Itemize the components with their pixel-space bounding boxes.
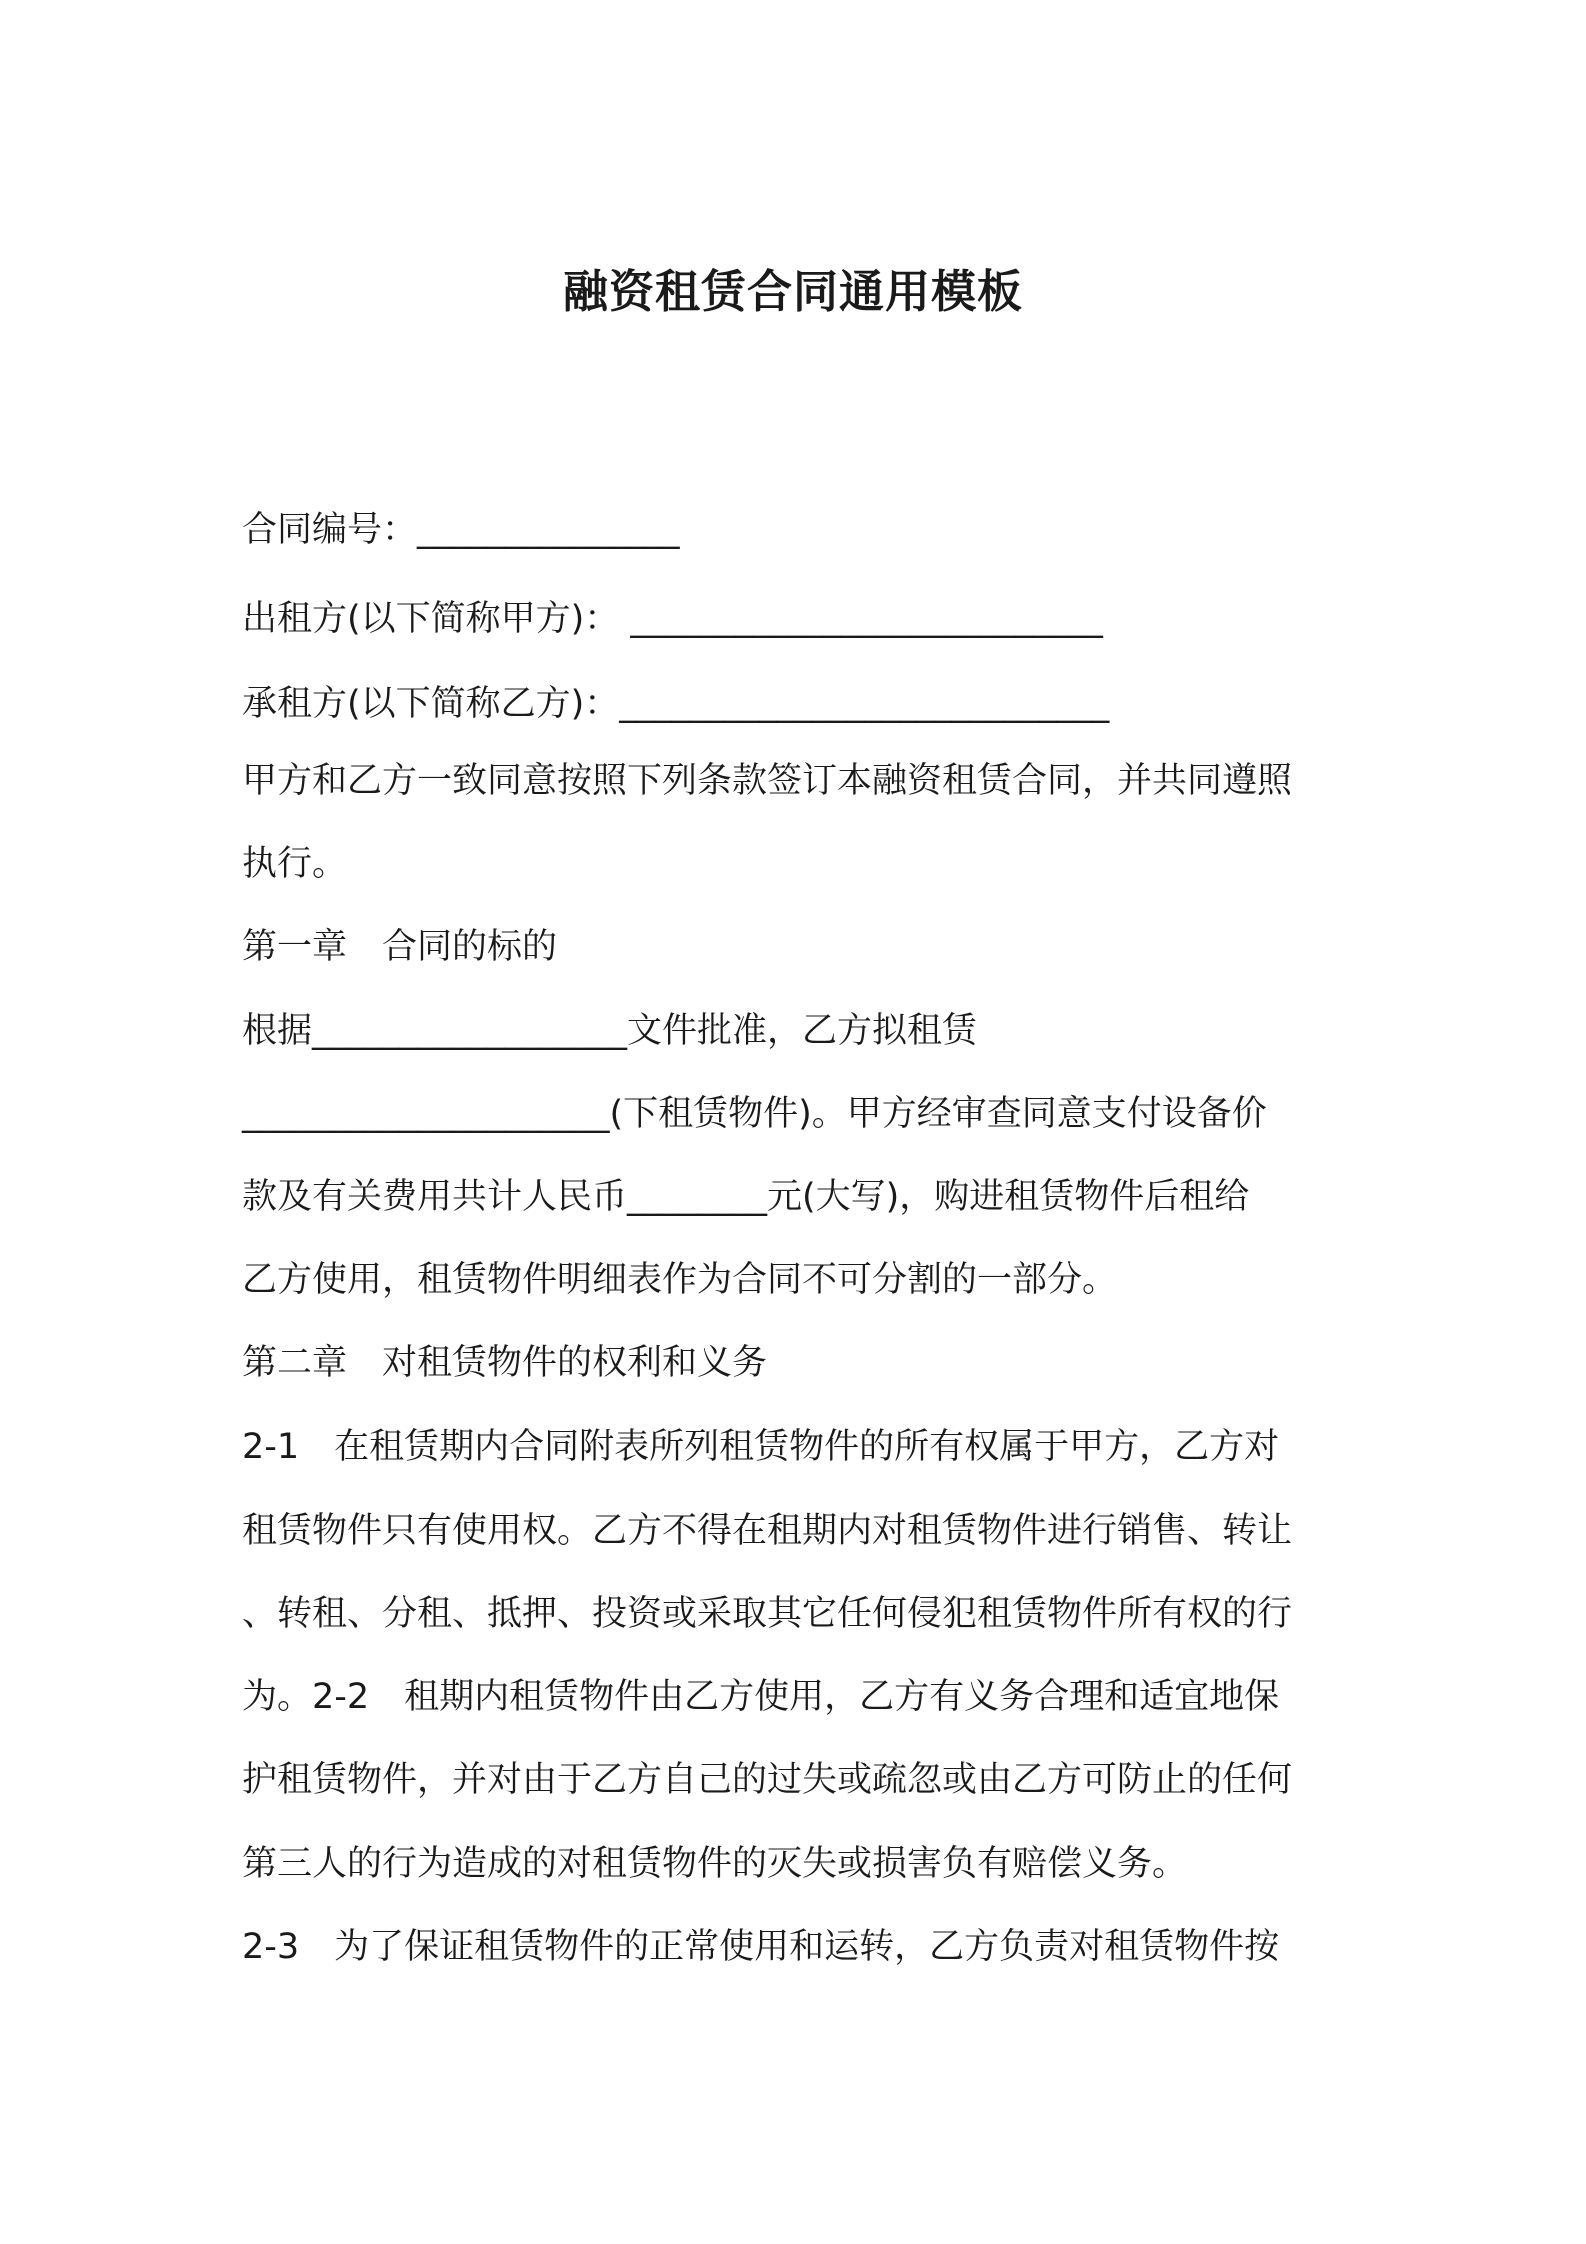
body-text-line: 根据__________________文件批准，乙方拟租赁 (242, 1011, 978, 1051)
body-text-line: 租赁物件只有使用权。乙方不得在租期内对租赁物件进行销售、转让 (242, 1511, 1293, 1551)
body-text-line: 甲方和乙方一致同意按照下列条款签订本融资租赁合同，并共同遵照 (242, 761, 1293, 801)
chapter-heading: 第一章 合同的标的 (242, 927, 558, 967)
contract-number-line: 合同编号：_______________ (242, 510, 680, 550)
body-text-line: 2-3 为了保证租赁物件的正常使用和运转，乙方负责对租赁物件按 (242, 1927, 1280, 1967)
lessor-line: 出租方(以下简称甲方)： ___________________________ (242, 599, 1103, 639)
body-text-line: 2-1 在租赁期内合同附表所列租赁物件的所有权属于甲方，乙方对 (242, 1427, 1280, 1467)
body-text-line: _____________________(下租赁物件)。甲方经审查同意支付设备价 (242, 1094, 1267, 1134)
body-text-line: 执行。 (242, 844, 348, 884)
body-text-line: 款及有关费用共计人民币________元(大写)，购进租赁物件后租给 (242, 1177, 1250, 1217)
body-text-line: 乙方使用，租赁物件明细表作为合同不可分割的一部分。 (242, 1260, 1118, 1300)
body-text-line: 为。2-2 租期内租赁物件由乙方使用，乙方有义务合理和适宜地保 (242, 1677, 1280, 1717)
chapter-heading: 第二章 对租赁物件的权利和义务 (242, 1343, 768, 1383)
body-text-line: 护租赁物件，并对由于乙方自己的过失或疏忽或由乙方可防止的任何 (242, 1760, 1293, 1800)
body-text-line: 第三人的行为造成的对租赁物件的灭失或损害负有赔偿义务。 (242, 1844, 1188, 1884)
lessee-line: 承租方(以下简称乙方)：____________________________ (242, 684, 1110, 724)
body-text-line: 、转租、分租、抵押、投资或采取其它任何侵犯租赁物件所有权的行 (242, 1594, 1293, 1634)
document-title: 融资租赁合同通用模板 (562, 265, 1023, 318)
